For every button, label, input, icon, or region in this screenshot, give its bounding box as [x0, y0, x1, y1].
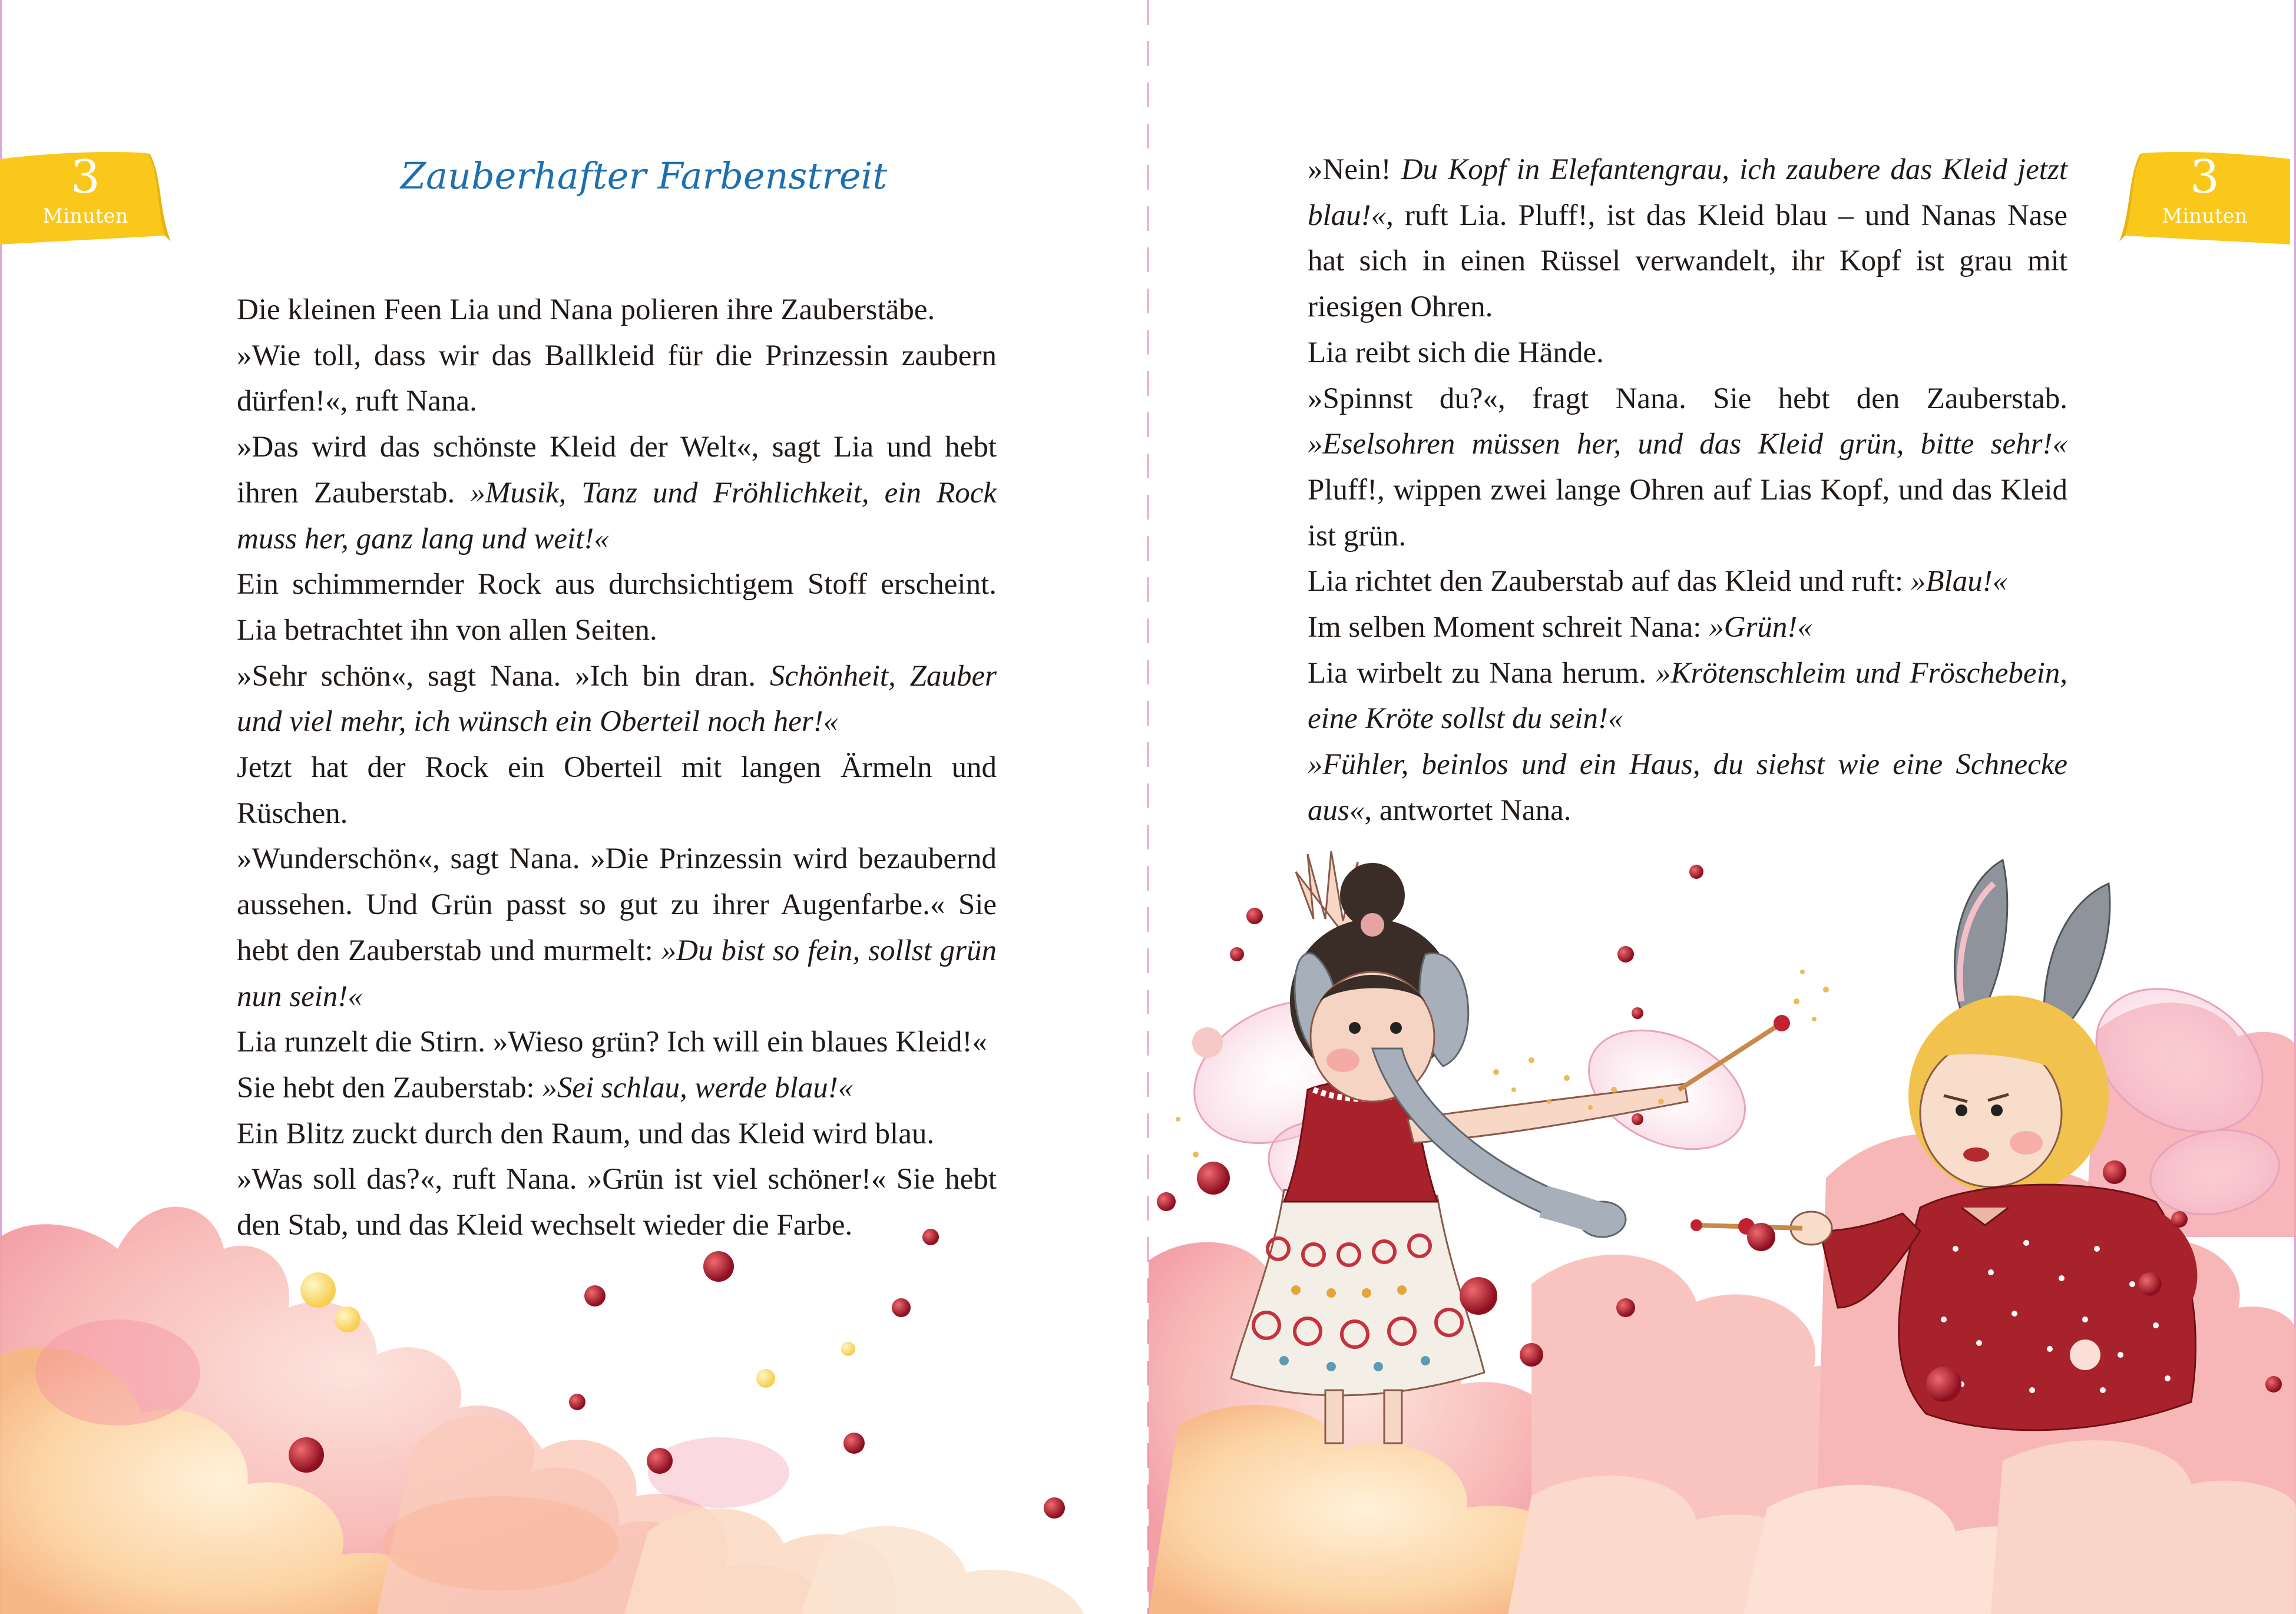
paragraph: [1308, 605, 2067, 651]
spell-text: »Fühler, beinlos und ein Haus, du siehst wie eine Schnecke aus«: [1308, 748, 2067, 827]
right-story-text: [1308, 147, 2067, 834]
narrative-text: Lia richtet den Zauberstab auf das Kleid und ruft:: [1308, 565, 1911, 598]
spell-text: »Eselsohren müssen her, und das Kleid grün, bitte sehr!«: [1308, 428, 2067, 461]
narrative-text: Ein schimmernder Rock aus durchsichtigem Stoff erscheint. Lia betrachtet ihn von allen Seiten.: [237, 568, 997, 647]
narrative-text: Jetzt hat der Rock ein Oberteil mit langen Ärmeln und Rüschen.: [237, 751, 997, 830]
narrative-text: Ein Blitz zuckt durch den Raum, und das Kleid wird blau.: [237, 1117, 935, 1150]
spell-text: Du Kopf in Elefantengrau, ich zaubere das Kleid jetzt blau!«: [1308, 153, 2067, 232]
narrative-text: »Wie toll, dass wir das Ballkleid für die Prinzessin zaubern dürfen!«, ruft Nana.: [237, 339, 997, 418]
narrative-text: Lia wirbelt zu Nana herum.: [1308, 656, 1656, 690]
narrative-text: , ruft Lia. Pluff!, ist das Kleid blau – und Nanas Nase hat sich in einen Rüssel verwandelt, ihr Kopf ist grau mit riesigen Ohren.: [1308, 199, 2067, 324]
paragraph: [237, 562, 997, 653]
spell-text: »Krötenschleim und Fröschebein, eine Kröte sollst du sein!«: [1308, 656, 2067, 736]
reading-time-badge-right: [2119, 147, 2290, 247]
badge-unit: Minuten: [2162, 204, 2248, 228]
narrative-text: Sie hebt den Zauberstab:: [237, 1071, 542, 1104]
paragraph: [237, 654, 997, 745]
spell-text: Schönheit, Zauber und viel mehr, ich wünsch ein Oberteil noch her!«: [237, 659, 997, 739]
badge-number: 3: [2190, 151, 2219, 204]
paragraph: [1308, 330, 2067, 376]
paragraph: [1308, 651, 2067, 742]
spell-text: »Du bist so fein, sollst grün nun sein!«: [237, 934, 997, 1013]
paragraph: [1308, 742, 2067, 834]
paragraph: [237, 1066, 997, 1112]
badge-number: 3: [71, 151, 100, 204]
paragraph: [1308, 147, 2067, 330]
narrative-text: Im selben Moment schreit Nana:: [1308, 611, 1709, 644]
paragraph: [1308, 376, 2067, 560]
paragraph: [237, 333, 997, 425]
narrative-text: »Das wird das schönste Kleid der Welt«, sagt Lia und hebt ihren Zauberstab.: [237, 431, 997, 510]
paragraph: [237, 1157, 997, 1248]
paragraph: [237, 287, 997, 333]
narrative-text: Lia reibt sich die Hände.: [1308, 336, 1604, 369]
left-story-text: [237, 287, 997, 1249]
narrative-text: , antwortet Nana.: [1364, 793, 1572, 827]
narrative-text: »Sehr schön«, sagt Nana. »Ich bin dran.: [237, 659, 770, 693]
paragraph: [237, 745, 997, 836]
paragraph: [237, 1112, 997, 1157]
narrative-text: Lia runzelt die Stirn. »Wieso grün? Ich will ein blaues Kleid!«: [237, 1026, 988, 1059]
narrative-text: Pluff!, wippen zwei lange Ohren auf Lias Kopf, und das Kleid ist grün.: [1308, 473, 2067, 553]
spell-text: »Grün!«: [1709, 611, 1812, 644]
paragraph: [237, 1020, 997, 1066]
spell-text: »Blau!«: [1910, 565, 2008, 598]
reading-time-badge-left: [0, 147, 171, 247]
narrative-text: »Spinnst du?«, fragt Nana. Sie hebt den Zauberstab.: [1308, 382, 2067, 415]
spell-text: »Musik, Tanz und Fröhlichkeit, ein Rock muss her, ganz lang und weit!«: [237, 476, 997, 555]
paragraph: [237, 425, 997, 562]
narrative-text: »Nein!: [1308, 153, 1401, 186]
story-title: Zauberhafter Farbenstreit: [401, 154, 888, 197]
paragraph: [237, 836, 997, 1020]
narrative-text: Die kleinen Feen Lia und Nana polieren ihre Zauberstäbe.: [237, 293, 935, 326]
narrative-text: »Was soll das?«, ruft Nana. »Grün ist viel schöner!« Sie hebt den Stab, und das Kleid wechselt wieder die Farbe.: [237, 1163, 997, 1242]
paragraph: [1308, 559, 2067, 605]
left-clouds: [0, 1207, 1084, 1614]
badge-unit: Minuten: [42, 204, 128, 228]
spell-text: »Sei schlau, werde blau!«: [542, 1071, 853, 1104]
narrative-text: »Wunderschön«, sagt Nana. »Die Prinzessin wird bezaubernd aussehen. Und Grün passt so gut zu ihrer Augenfarbe.« Sie hebt den Zauberstab und murmelt:: [237, 842, 997, 967]
